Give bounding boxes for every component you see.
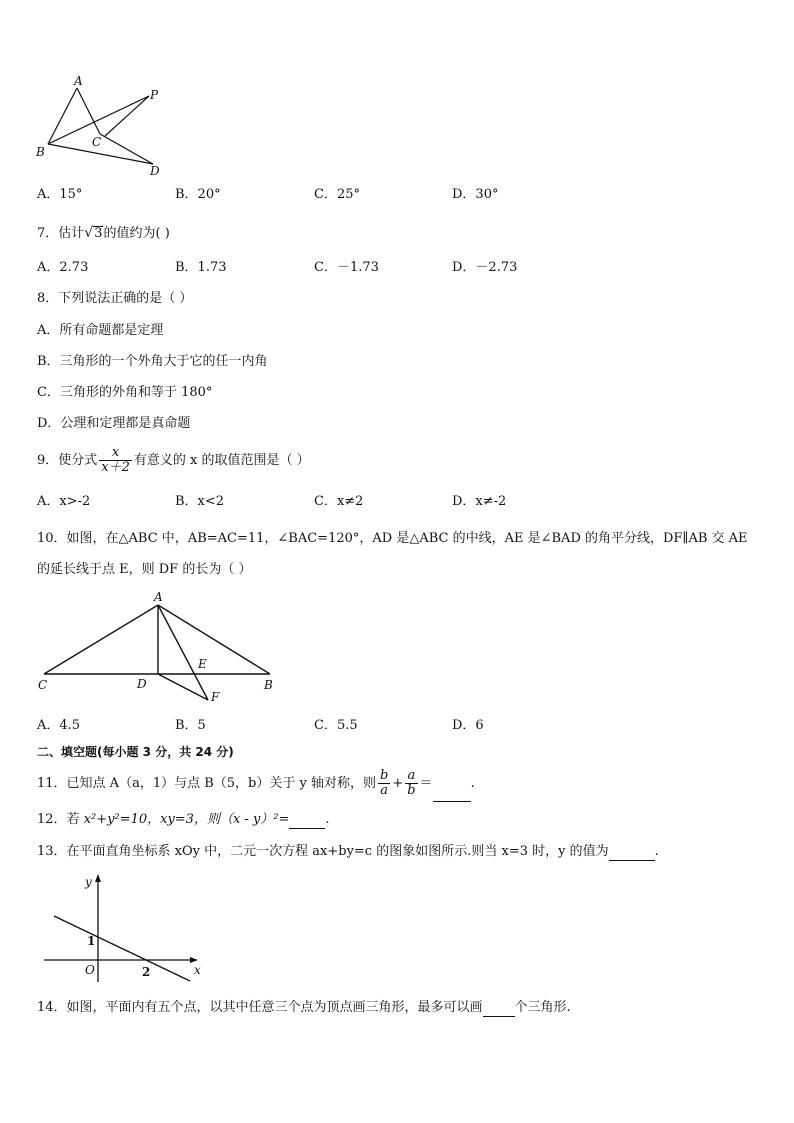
label-d: D	[137, 677, 147, 691]
section-fill-in-heading: 二、填空题(每小题 3 分，共 24 分)	[37, 745, 234, 759]
axis-label-y: y	[85, 875, 92, 889]
q10-option-d: D．6	[452, 718, 484, 733]
q7-option-c: C．－1.73	[314, 260, 379, 275]
question-7-stem: 7．估计√3的值约为( )	[37, 225, 170, 241]
equation-line	[54, 916, 190, 981]
segment-ba	[48, 88, 77, 144]
q10-option-b: B．5	[175, 718, 206, 733]
q7-option-d: D．－2.73	[452, 260, 518, 275]
axis-label-x: x	[194, 963, 201, 977]
fraction-x-over-x-plus-2: $\frac{x}{x+2}$	[101, 445, 130, 475]
question-13-stem: 13．在平面直角坐标系 xOy 中，二元一次方程 ax+by=c 的图象如图所示.则当 x=3 时，y 的值为 .	[37, 844, 659, 859]
q9-option-c: C．x≠2	[314, 494, 364, 509]
label-c: C	[38, 678, 48, 692]
label-a: A	[154, 590, 163, 604]
segment-ac	[77, 88, 100, 134]
q6-option-c: C．25°	[314, 187, 360, 202]
question-14-stem: 14．如图，平面内有五个点，以其中任意三个点为顶点画三角形，最多可以画 个三角形.	[37, 1000, 571, 1015]
q10-option-a: A．4.5	[37, 718, 81, 733]
question-10-line1: 10．如图，在△ABC 中，AB=AC=11，∠BAC=120°，AD 是△ABC 的中线，AE 是∠BAD 的角平分线，DF∥AB 交 AE	[37, 531, 748, 546]
q9-option-d: D．x≠-2	[452, 494, 507, 509]
question-8-stem: 8．下列说法正确的是（ ）	[37, 291, 193, 306]
question-11-stem: 11．已知点 A（a，1）与点 B（5，b）关于 y 轴对称，则 $\frac{b}{a}$ + $\frac{a}{b}$ ＝ .	[37, 766, 475, 802]
question-12-stem: 12．若 x²+y²=10，xy=3，则（x - y）²= .	[37, 812, 330, 827]
label-d: D	[150, 164, 160, 178]
q6-option-d: D．30°	[452, 187, 499, 202]
label-b: B	[36, 145, 45, 159]
q8-option-c: C．三角形的外角和等于 180°	[37, 385, 213, 400]
y-intercept-label: 1	[87, 934, 96, 948]
label-b: B	[264, 678, 273, 692]
answer-blank-12[interactable]	[289, 814, 325, 829]
q8-option-b: B．三角形的一个外角大于它的任一内角	[37, 354, 268, 369]
q6-option-b: B．20°	[175, 187, 221, 202]
q7-option-b: B．1.73	[175, 260, 227, 275]
q9-option-a: A．x>-2	[37, 494, 91, 509]
label-a: A	[74, 74, 83, 88]
x-intercept-label: 2	[142, 965, 151, 979]
answer-blank-13[interactable]	[609, 846, 655, 861]
q7-option-a: A．2.73	[37, 260, 89, 275]
label-p: P	[150, 88, 159, 102]
q10-option-c: C．5.5	[314, 718, 358, 733]
y-axis-arrow	[95, 874, 101, 882]
q6-option-a: A．15°	[37, 187, 83, 202]
q9-option-b: B．x<2	[175, 494, 225, 509]
label-f: F	[211, 690, 220, 704]
segment-pc	[105, 96, 149, 136]
figure-q10	[30, 588, 290, 708]
answer-blank-14[interactable]	[483, 1002, 515, 1017]
question-10-line2: 的延长线于点 E，则 DF 的长为（ ）	[37, 562, 252, 577]
answer-blank-11[interactable]	[433, 787, 471, 802]
origin-label: O	[85, 963, 95, 977]
figure-q13-coordinate-graph	[40, 870, 210, 988]
q8-option-d: D．公理和定理都是真命题	[37, 416, 191, 431]
q8-option-a: A．所有命题都是定理	[37, 323, 164, 338]
label-e: E	[198, 657, 207, 671]
question-9-stem: 9．使分式 $\frac{x}{x+2}$ 有意义的 x 的取值范围是（ ）	[37, 445, 310, 475]
figure-q6	[30, 72, 180, 182]
fraction-b-over-a: $\frac{b}{a}$	[379, 768, 389, 798]
label-c: C	[92, 135, 102, 149]
fraction-a-over-b: $\frac{a}{b}$	[407, 768, 416, 798]
